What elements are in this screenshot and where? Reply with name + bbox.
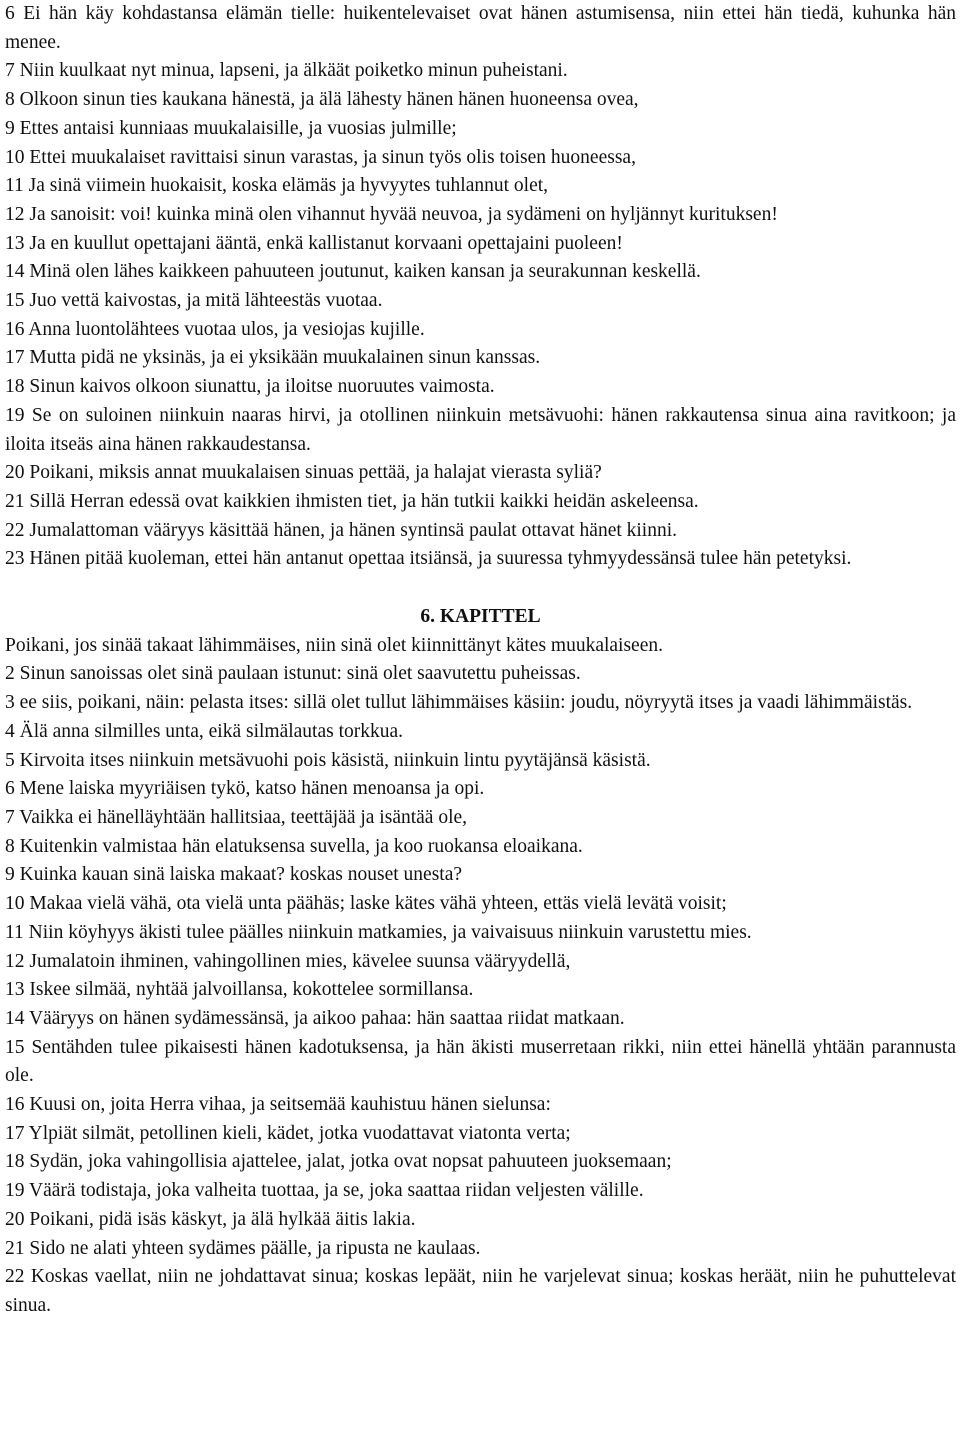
verse-6-13: 13 Iskee silmää, nyhtää jalvoillansa, kokottelee sormillansa. xyxy=(5,979,474,1001)
verses-section-5 xyxy=(5,0,956,574)
verse-6-12: 12 Jumalatoin ihminen, vahingollinen mies, kävelee suunsa vääryydellä, xyxy=(5,950,571,972)
verse-5-13: 13 Ja en kuullut opettajani ääntä, enkä kallistanut korvaani opettajaini puoleen! xyxy=(5,232,623,254)
verse-6-10: 10 Makaa vielä vähä, ota vielä unta päähäs; laske kätes vähä yhteen, ettäs vielä levätä voisit; xyxy=(5,893,727,915)
verse-6-16: 16 Kuusi on, joita Herra vihaa, ja seitsemää kauhistuu hänen sielunsa: xyxy=(5,1094,551,1116)
verse-5-18: 18 Sinun kaivos olkoon siunattu, ja iloitse nuoruutes vaimosta. xyxy=(5,376,495,398)
verse-5-8: 8 Olkoon sinun ties kaukana hänestä, ja älä lähesty hänen hänen huoneensa ovea, xyxy=(5,89,639,111)
verse-6-8: 8 Kuitenkin valmistaa hän elatuksensa suvella, ja koo ruokansa eloaikana. xyxy=(5,835,583,857)
verse-6-14: 14 Vääryys on hänen sydämessänsä, ja aikoo pahaa: hän saattaa riidat matkaan. xyxy=(5,1007,625,1029)
verses-section-6 xyxy=(5,632,956,1321)
verse-6-9: 9 Kuinka kauan sinä laiska makaat? koskas nouset unesta? xyxy=(5,864,463,886)
verse-6-22: 22 Koskas vaellat, niin ne johdattavat sinua; koskas lepäät, niin he varjelevat sinua; koskas heräät, niin he puhuttelevat sinua. xyxy=(5,1266,956,1316)
verse-5-15: 15 Juo vettä kaivostas, ja mitä lähteestäs vuotaa. xyxy=(5,290,383,312)
verse-5-21: 21 Sillä Herran edessä ovat kaikkien ihmisten tiet, ja hän tutkii kaikki heidän askeleensa. xyxy=(5,490,699,512)
verse-6-7: 7 Vaikka ei hänelläyhtään hallitsiaa, teettäjää ja isäntää ole, xyxy=(5,806,468,828)
verse-5-11: 11 Ja sinä viimein huokaisit, koska elämäs ja hyvyytes tuhlannut olet, xyxy=(5,175,549,197)
verse-6-4: 4 Älä anna silmilles unta, eikä silmälautas torkkua. xyxy=(5,720,404,742)
verse-5-9: 9 Ettes antaisi kunniaas muukalaisille, ja vuosias julmille; xyxy=(5,117,457,139)
verse-5-22: 22 Jumalattoman vääryys käsittää hänen, ja hänen syntinsä paulat ottavat hänet kiinni. xyxy=(5,519,678,541)
document-page xyxy=(5,0,956,1321)
verse-5-19: 19 Se on suloinen niinkuin naaras hirvi, ja otollinen niinkuin metsävuohi: hänen rakkautensa sinua aina ravitkoon; ja iloita itseäs aina hänen rakkaudestansa. xyxy=(5,404,956,455)
verse-6-18: 18 Sydän, joka vahingollisia ajattelee, jalat, jotka ovat nopsat pahuuteen juoksemaan; xyxy=(5,1151,672,1173)
verse-5-14: 14 Minä olen lähes kaikkeen pahuuteen joutunut, kaiken kansan ja seurakunnan keskellä. xyxy=(5,261,701,283)
verse-5-12: 12 Ja sanoisit: voi! kuinka minä olen vihannut hyvää neuvoa, ja sydämeni on hyljännyt kurituksen! xyxy=(5,203,778,225)
verse-6-3: 3 ee siis, poikani, näin: pelasta itses: sillä olet tullut lähimmäises käsiin: joudu, nöyryytä itses ja vaadi lähimmäistäs. xyxy=(5,692,913,714)
section-spacer xyxy=(5,574,956,603)
verse-5-17: 17 Mutta pidä ne yksinäs, ja ei yksikään muukalainen sinun kanssas. xyxy=(5,347,541,369)
verse-6-6: 6 Mene laiska myyriäisen tykö, katso hänen menoansa ja opi. xyxy=(5,778,485,800)
verse-6-19: 19 Väärä todistaja, joka valheita tuottaa, ja se, joka saattaa riidan veljesten välille. xyxy=(5,1180,644,1202)
verse-5-23: 23 Hänen pitää kuoleman, ettei hän antanut opettaa itsiänsä, ja suuressa tyhmyydessänsä tulee hän petetyksi. xyxy=(5,548,852,570)
verse-5-16: 16 Anna luontolähtees vuotaa ulos, ja vesiojas kujille. xyxy=(5,318,425,340)
verse-6-21: 21 Sido ne alati yhteen sydämes päälle, ja ripusta ne kaulaas. xyxy=(5,1237,481,1259)
verse-6-11: 11 Niin köyhyys äkisti tulee päälles niinkuin matkamies, ja vaivaisuus niinkuin varustettu mies. xyxy=(5,921,752,943)
verse-5-6: 6 Ei hän käy kohdastansa elämän tielle: huikentelevaiset ovat hänen astumisensa, niin ettei hän tiedä, kuhunka hän menee. xyxy=(5,3,956,53)
verse-5-20: 20 Poikani, miksis annat muukalaisen sinuas pettää, ja halajat vierasta syliä? xyxy=(5,462,602,484)
verse-6-1: Poikani, jos sinää takaat lähimmäises, niin sinä olet kiinnittänyt kätes muukalaiseen. xyxy=(5,634,663,656)
verse-6-2: 2 Sinun sanoissas olet sinä paulaan istunut: sinä olet saavutettu puheissas. xyxy=(5,663,581,685)
verse-6-5: 5 Kirvoita itses niinkuin metsävuohi pois käsistä, niinkuin lintu pyytäjänsä käsistä. xyxy=(5,749,651,771)
chapter-title: 6. KAPITTEL xyxy=(420,606,541,628)
verse-6-17: 17 Ylpiät silmät, petollinen kieli, kädet, jotka vuodattavat viatonta verta; xyxy=(5,1122,571,1144)
verse-6-15: 15 Sentähden tulee pikaisesti hänen kadotuksensa, ja hän äkisti muserretaan rikki, niin ettei hänellä yhtään parannusta ole. xyxy=(5,1036,956,1087)
verse-5-10: 10 Ettei muukalaiset ravittaisi sinun varastas, ja sinun työs olis toisen huoneessa, xyxy=(5,146,636,168)
verse-6-20: 20 Poikani, pidä isäs käskyt, ja älä hylkää äitis lakia. xyxy=(5,1208,416,1230)
verse-5-7: 7 Niin kuulkaat nyt minua, lapseni, ja älkäät poiketko minun puheistani. xyxy=(5,60,568,82)
